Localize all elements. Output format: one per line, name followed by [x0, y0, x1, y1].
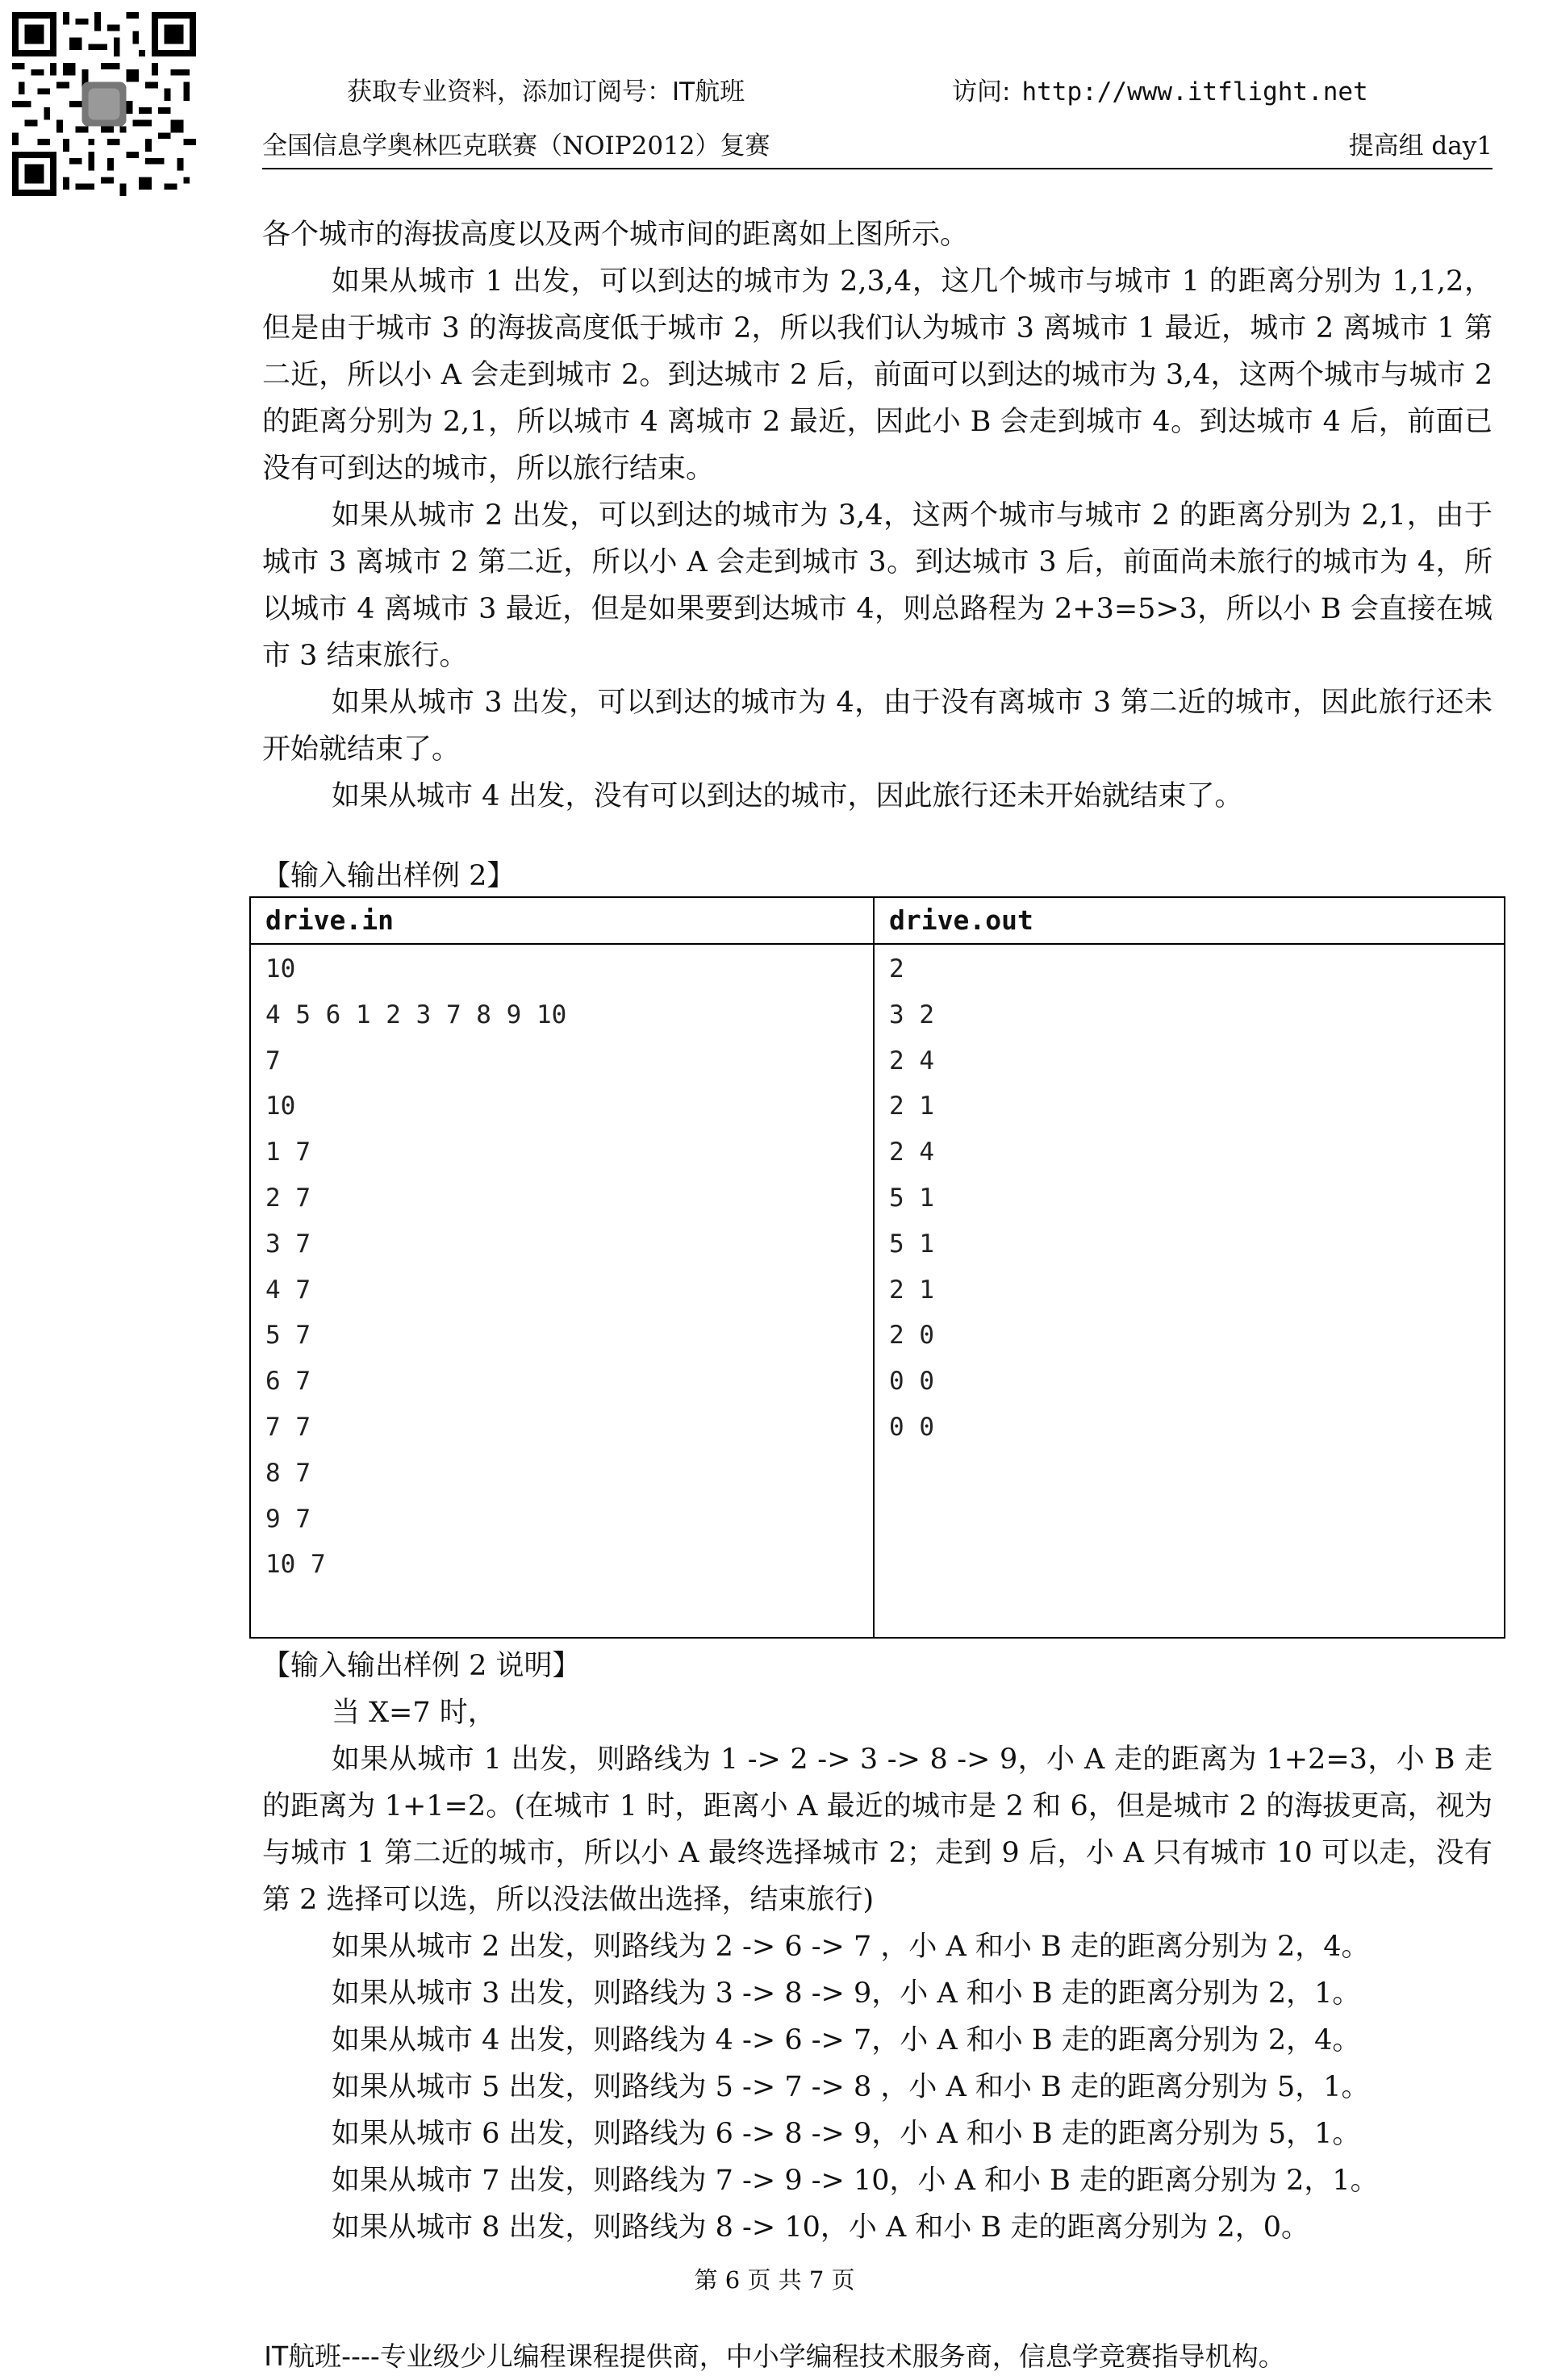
paragraph: 各个城市的海拔高度以及两个城市间的距离如上图所示。	[262, 219, 969, 251]
paragraph: 如果从城市 2 出发，可以到达的城市为 3,4，这两个城市与城市 2 的距离分别为 2,1，由于城市 3 离城市 2 第二近，所以小 A 会走到城市 3。到达城市 3 后，前面尚未旅行的城市为 4，所以城市 4 离城市 3 最近，但是如果要到达城市 4，则总路程为 2+3=5>3，所以小 B 会直接在城市 3 结束旅行。	[262, 499, 1493, 672]
page-number: 第 6 页 共 7 页	[694, 2266, 855, 2294]
paragraph: 如果从城市 8 出发，则路线为 8 -> 10，小 A 和小 B 走的距离分别为 2，0。	[332, 2211, 1310, 2244]
paragraph: 如果从城市 3 出发，可以到达的城市为 4，由于没有离城市 3 第二近的城市，因此旅行还未开始就结束了。	[262, 687, 1493, 766]
input-line: 4 7	[265, 1275, 311, 1305]
contest-title: 全国信息学奥林匹克联赛（NOIP2012）复赛	[262, 132, 770, 161]
input-line: 10	[265, 954, 296, 983]
input-line: 6 7	[265, 1367, 311, 1397]
paragraph: 如果从城市 6 出发，则路线为 6 -> 8 -> 9，小 A 和小 B 走的距离分别为 5，1。	[332, 2118, 1361, 2150]
paragraph: 如果从城市 1 出发，则路线为 1 -> 2 -> 3 -> 8 -> 9，小 A 走的距离为 1+2=3，小 B 走的距离为 1+1=2。(在城市 1 时，距离小 A 最近的城市是 2 和 6，但是城市 2 的海拔更高，视为与城市 1 第二近的城市，所以小 A 最终选择城市 2；走到 9 后，小 A 只有城市 10 可以走，没有第 2 选择可以选，所以没法做出选择，结束旅行)	[262, 1743, 1493, 1916]
input-line: 7 7	[265, 1412, 311, 1442]
site-url-link[interactable]: http://www.itflight.net	[1021, 77, 1368, 106]
output-line: 2 0	[889, 1321, 934, 1351]
output-line: 2 4	[889, 1138, 934, 1167]
output-line: 2 4	[889, 1046, 934, 1075]
output-line: 2 1	[889, 1275, 934, 1305]
explain-title: 【输入输出样例 2 说明】	[262, 1650, 581, 1682]
visit-link-group[interactable]	[952, 71, 1368, 107]
promo-banner	[347, 71, 1368, 107]
output-line: 5 1	[889, 1183, 934, 1213]
output-line: 2 1	[889, 1092, 934, 1121]
output-line: 3 2	[889, 1000, 934, 1029]
paragraph: 如果从城市 5 出发，则路线为 5 -> 7 -> 8 ，小 A 和小 B 走的距离分别为 5，1。	[332, 2071, 1370, 2103]
input-file-header: drive.in	[251, 898, 873, 945]
output-line: 0 0	[889, 1412, 934, 1442]
sample2-table	[249, 896, 1505, 1639]
sample1-explanation	[262, 211, 1493, 820]
input-line: 1 7	[265, 1138, 311, 1167]
input-line: 5 7	[265, 1321, 311, 1351]
group-day-label: 提高组 day1	[1348, 132, 1493, 161]
x-value-line: 当 X=7 时，	[332, 1697, 496, 1729]
paragraph: 如果从城市 4 出发，则路线为 4 -> 6 -> 7，小 A 和小 B 走的距离分别为 2，4。	[332, 2024, 1361, 2056]
visit-label: 访问:	[952, 77, 1011, 106]
paragraph: 如果从城市 1 出发，可以到达的城市为 2,3,4，这几个城市与城市 1 的距离分别为 1,1,2，但是由于城市 3 的海拔高度低于城市 2，所以我们认为城市 3 离城市 1 最近，城市 2 离城市 1 第二近，所以小 A 会走到城市 2。到达城市 2 后，前面可以到达的城市为 3,4，这两个城市与城市 2 的距离分别为 2,1，所以城市 4 离城市 2 最近，因此小 B 会走到城市 4。到达城市 4 后，前面已没有可到达的城市，所以旅行结束。	[262, 265, 1493, 485]
input-column	[251, 898, 875, 1637]
input-line: 10 7	[265, 1550, 326, 1580]
sample2-explanation	[262, 1643, 1493, 2251]
sample2-title: 【输入输出样例 2】	[262, 860, 516, 892]
output-file-header: drive.out	[875, 898, 1504, 945]
output-column	[875, 898, 1504, 1637]
input-line: 2 7	[265, 1183, 311, 1213]
input-line: 4 5 6 1 2 3 7 8 9 10	[265, 1000, 567, 1029]
input-line: 9 7	[265, 1504, 311, 1534]
paragraph: 如果从城市 2 出发，则路线为 2 -> 6 -> 7 ，小 A 和小 B 走的距离分别为 2，4。	[332, 1931, 1370, 1963]
page-header	[262, 125, 1493, 169]
output-line: 2	[889, 954, 904, 983]
output-lines	[875, 945, 1504, 1451]
input-line: 10	[265, 1092, 296, 1121]
input-line: 3 7	[265, 1229, 311, 1259]
promo-text: 获取专业资料，添加订阅号：IT航班	[347, 77, 745, 106]
input-line: 8 7	[265, 1458, 311, 1488]
input-lines	[251, 945, 873, 1588]
paragraph: 如果从城市 4 出发，没有可以到达的城市，因此旅行还未开始就结束了。	[332, 780, 1243, 812]
output-line: 0 0	[889, 1367, 934, 1397]
paragraph: 如果从城市 3 出发，则路线为 3 -> 8 -> 9，小 A 和小 B 走的距离分别为 2，1。	[332, 1977, 1361, 2010]
footer-text: IT航班----专业级少儿编程课程提供商，中小学编程技术服务商，信息学竞赛指导机构。	[264, 2340, 1285, 2372]
qr-code-image	[12, 12, 196, 196]
paragraph: 如果从城市 7 出发，则路线为 7 -> 9 -> 10，小 A 和小 B 走的距离分别为 2，1。	[332, 2165, 1379, 2197]
output-line: 5 1	[889, 1229, 934, 1259]
input-line: 7	[265, 1046, 281, 1075]
